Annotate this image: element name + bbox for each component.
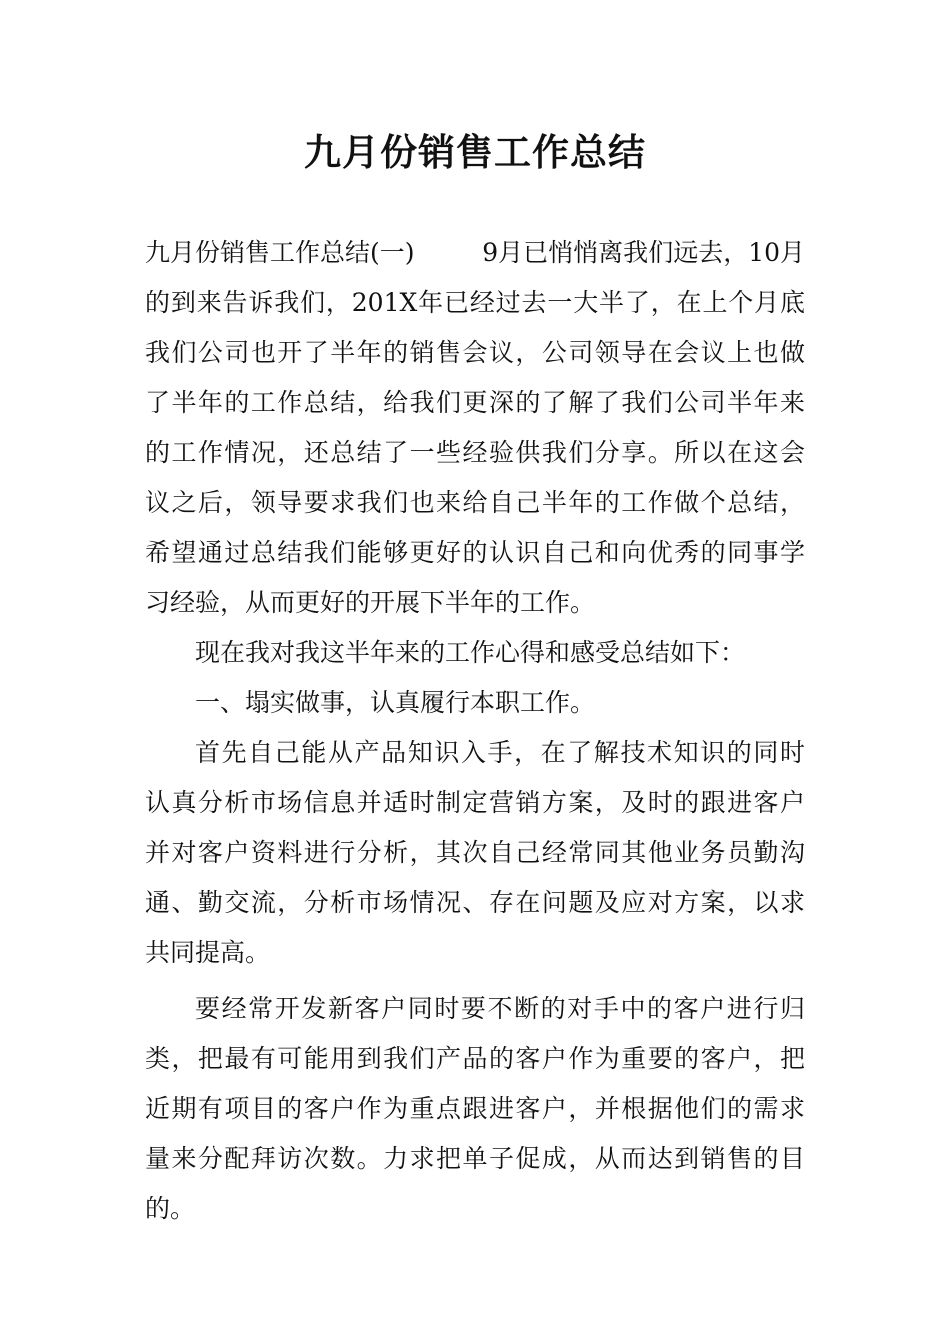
- paragraph-line: 我们公司也开了半年的销售会议，公司领导在会议上也做: [145, 338, 805, 367]
- paragraph-line: 的工作情况，还总结了一些经验供我们分享。所以在这会: [145, 438, 805, 467]
- paragraph-line: 并对客户资料进行分析，其次自己经常同其他业务员勤沟: [145, 838, 805, 867]
- paragraph-line: 要经常开发新客户同时要不断的对手中的客户进行归: [195, 994, 805, 1023]
- paragraph-line: 习经验，从而更好的开展下半年的工作。: [145, 588, 596, 617]
- section-heading-inline: 九月份销售工作总结(一): [145, 238, 415, 267]
- paragraph-line: 类，把最有可能用到我们产品的客户作为重要的客户，把: [145, 1044, 805, 1073]
- paragraph-line: 量来分配拜访次数。力求把单子促成，从而达到销售的目: [145, 1144, 805, 1173]
- paragraph-line: 认真分析市场信息并适时制定营销方案，及时的跟进客户: [145, 788, 805, 817]
- paragraph-line: 首先自己能从产品知识入手，在了解技术知识的同时: [195, 738, 805, 767]
- paragraph-line: 希望通过总结我们能够更好的认识自己和向优秀的同事学: [145, 538, 805, 567]
- paragraph-line: 共同提高。: [145, 938, 271, 967]
- paragraph-line: 的到来告诉我们，201X年已经过去一大半了，在上个月底: [145, 288, 805, 317]
- paragraph-line: 的。: [145, 1194, 196, 1223]
- paragraph-intro: [145, 228, 805, 628]
- section-heading: [145, 678, 805, 728]
- paragraph-line: 通、勤交流，分析市场情况、存在问题及应对方案，以求: [145, 888, 805, 917]
- paragraph-line: [145, 228, 805, 278]
- paragraph-line: 一、塌实做事，认真履行本职工作。: [195, 688, 596, 717]
- paragraph-line: 了半年的工作总结，给我们更深的了解了我们公司半年来: [145, 388, 805, 417]
- document-body: [145, 228, 805, 1234]
- paragraph-line-text: 9月已悄悄离我们远去，10月: [482, 238, 805, 267]
- document-title: 九月份销售工作总结: [304, 131, 646, 174]
- paragraph-line: 现在我对我这半年来的工作心得和感受总结如下：: [195, 638, 746, 667]
- paragraph-line: 近期有项目的客户作为重点跟进客户，并根据他们的需求: [145, 1094, 805, 1123]
- paragraph-product-knowledge: [145, 728, 805, 978]
- paragraph-line: 议之后，领导要求我们也来给自己半年的工作做个总结，: [145, 488, 805, 517]
- paragraph-new-clients: [145, 984, 805, 1234]
- paragraph-summary-intro: [145, 628, 805, 678]
